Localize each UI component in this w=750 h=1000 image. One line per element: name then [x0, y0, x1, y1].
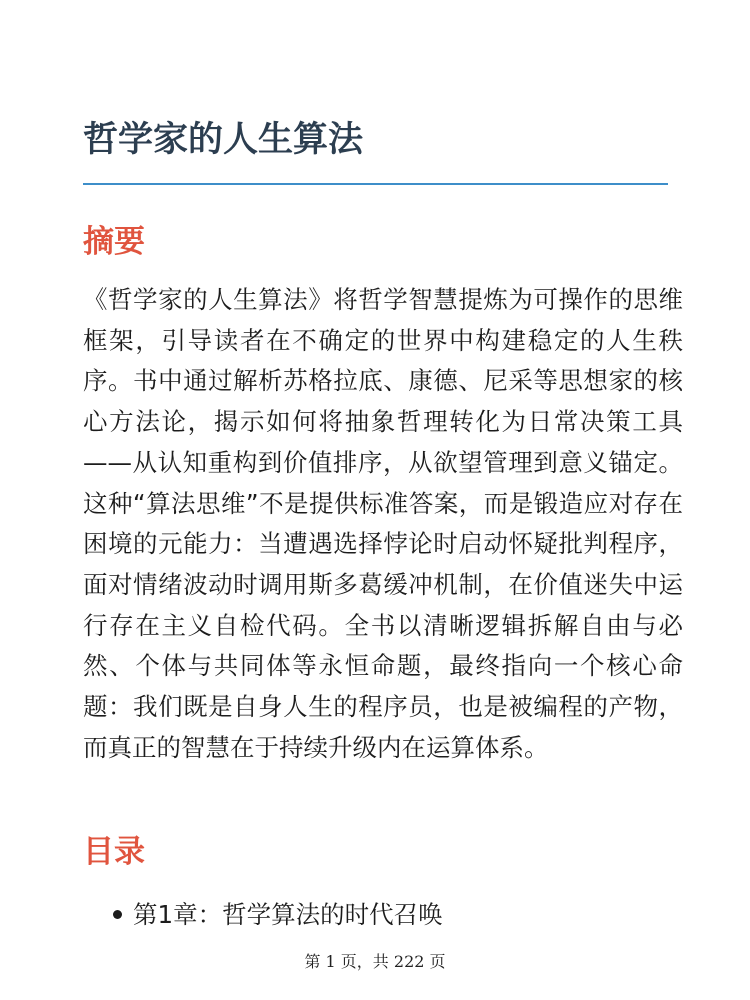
- toc-list: [0, 895, 443, 935]
- toc-item-chapter-1[interactable]: [0, 895, 443, 935]
- page-number: 第 1 页，共 222 页: [304, 952, 446, 971]
- toc-heading: 目录: [83, 834, 145, 870]
- abstract-heading: 摘要: [83, 224, 145, 260]
- bullet-icon: [113, 910, 122, 919]
- document-title: 哲学家的人生算法: [83, 120, 364, 160]
- abstract-paragraph: 《哲学家的人生算法》将哲学智慧提炼为可操作的思维框架，引导读者在不确定的世界中构建稳定的人生秩序。书中通过解析苏格拉底、康德、尼采等思想家的核心方法论，揭示如何将抽象哲理转化为日常决策工具——从认知重构到价值排序，从欲望管理到意义锚定。这种“算法思维”不是提供标准答案，而是锻造应对存在困境的元能力：当遭遇选择悖论时启动怀疑批判程序，面对情绪波动时调用斯多葛缓冲机制，在价值迷失中运行存在主义自检代码。全书以清晰逻辑拆解自由与必然、个体与共同体等永恒命题，最终指向一个核心命题：我们既是自身人生的程序员，也是被编程的产物，而真正的智慧在于持续升级内在运算体系。: [83, 285, 683, 762]
- toc-item-label: 第1章：哲学算法的时代召唤: [133, 900, 443, 929]
- title-divider: [83, 183, 668, 185]
